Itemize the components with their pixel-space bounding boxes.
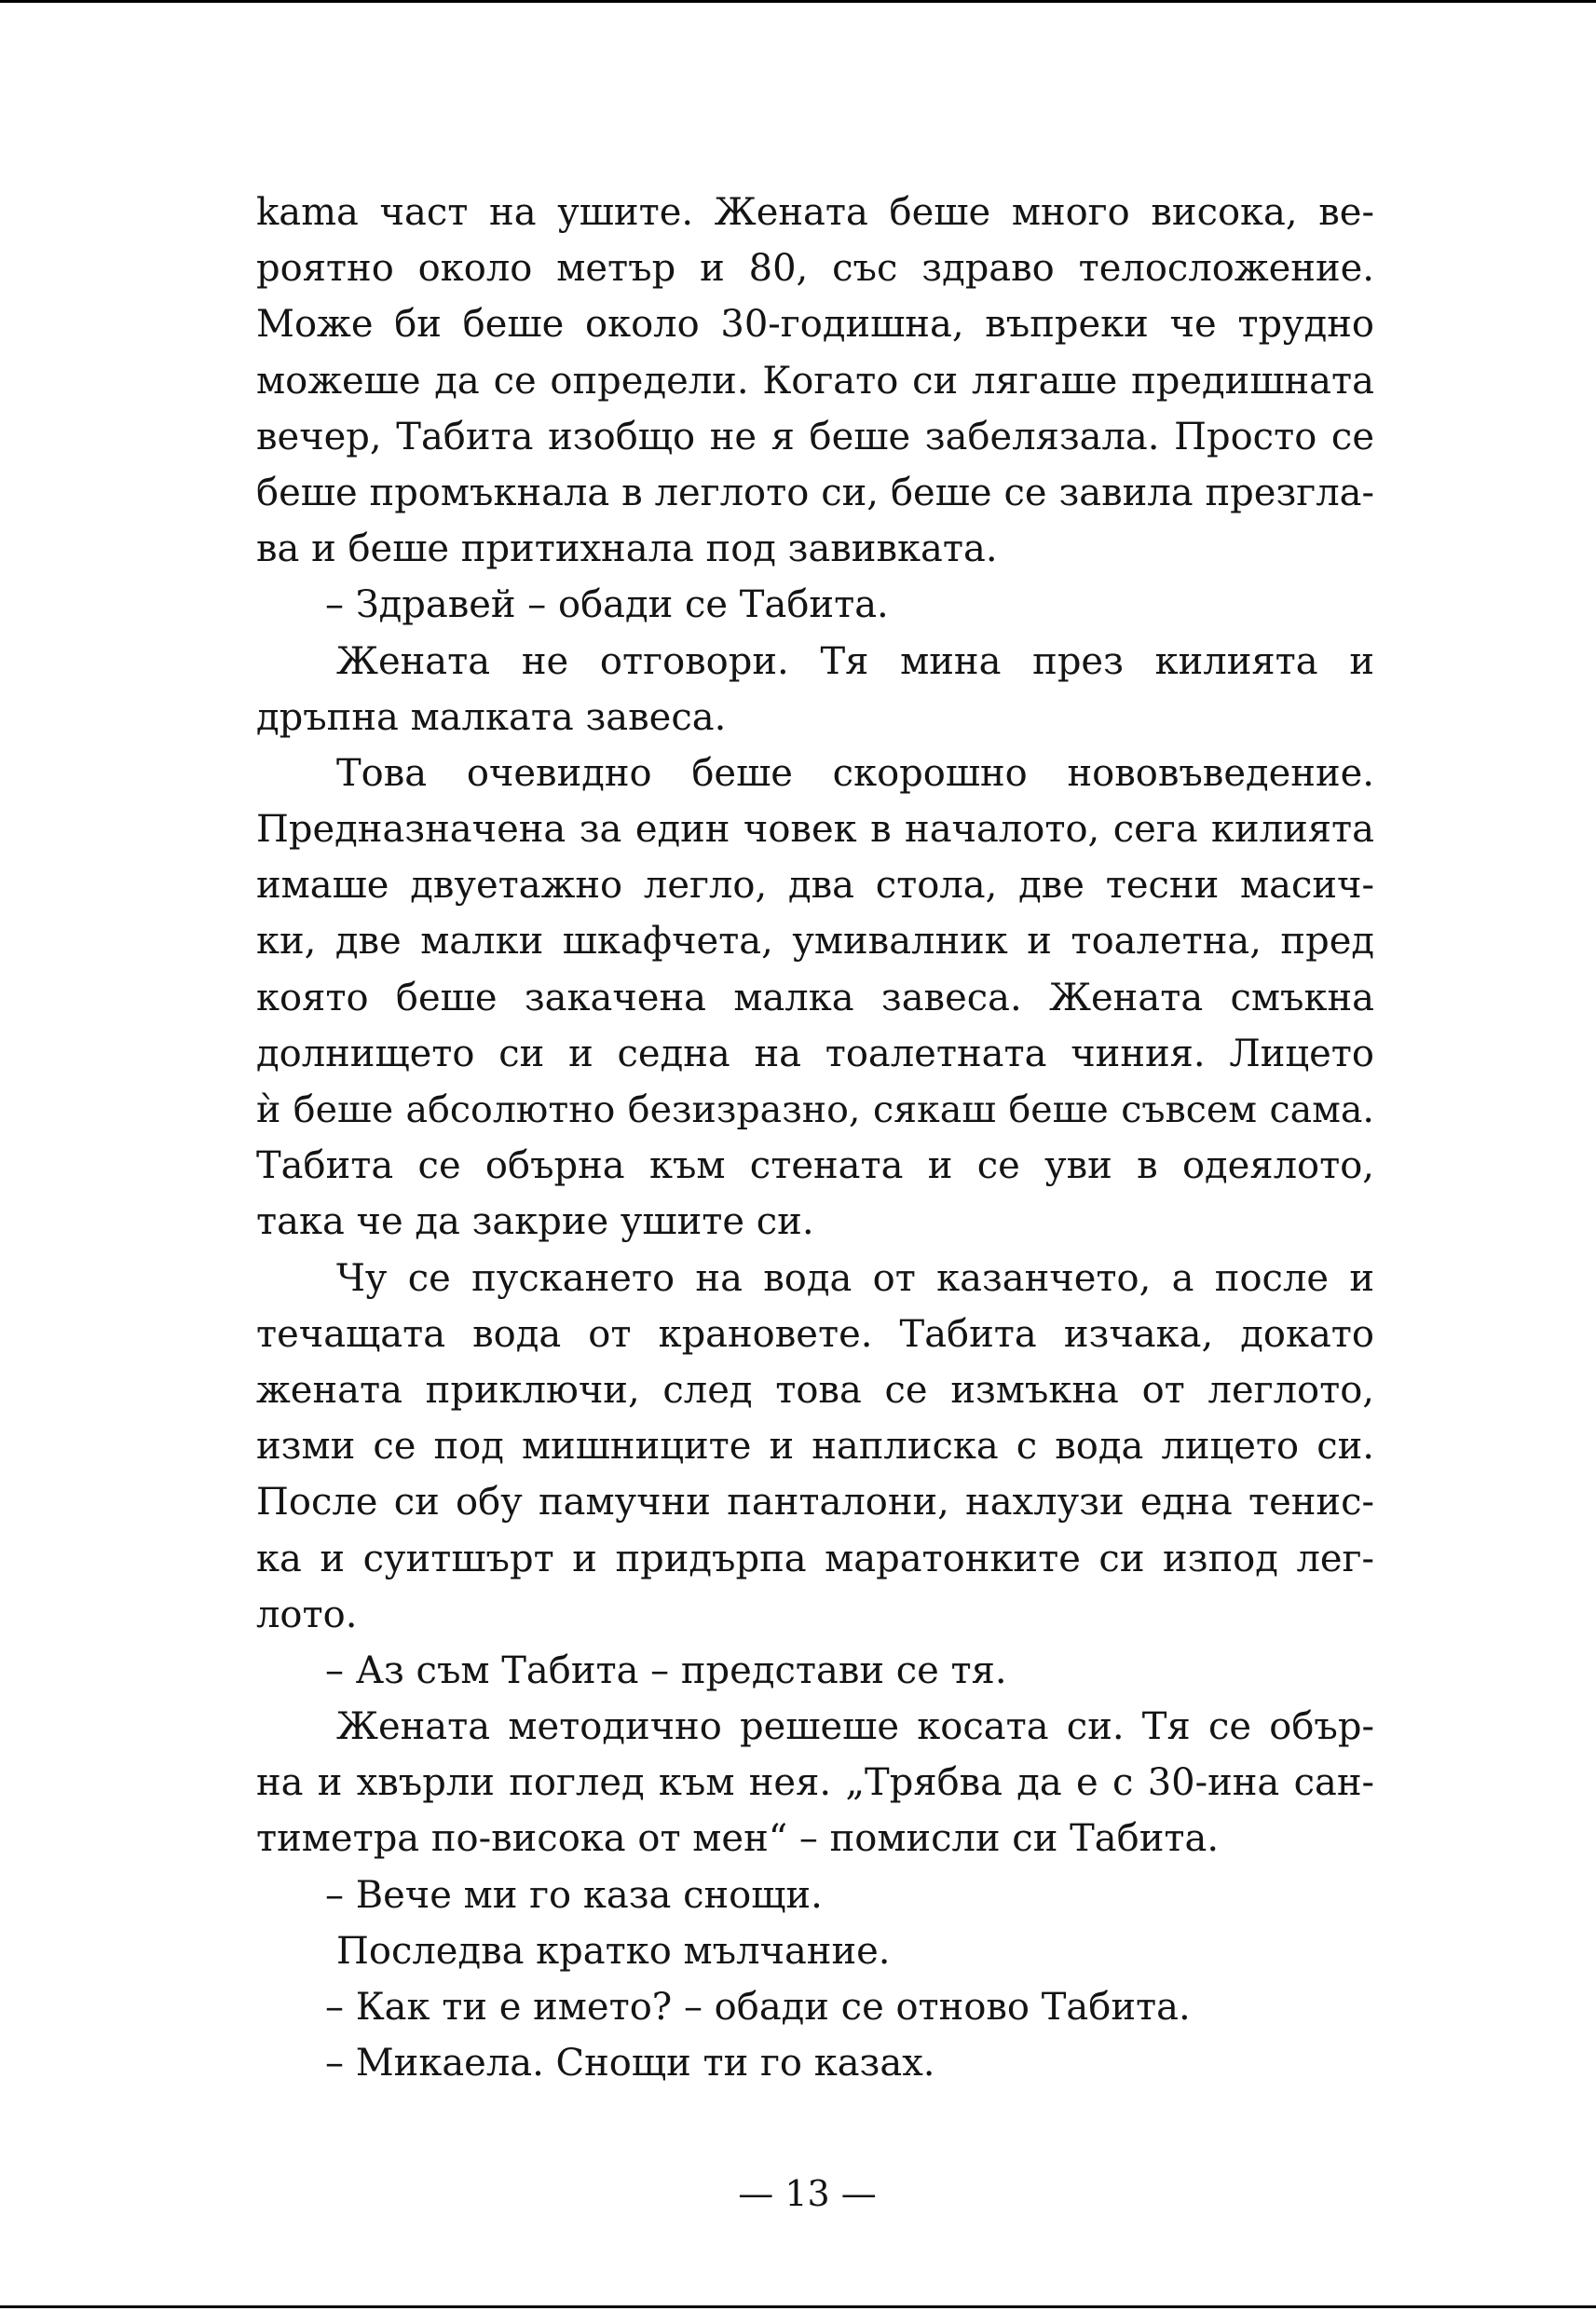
text-line: – Аз съм Табита – представи се тя. — [325, 1648, 1007, 1692]
text-line: жената приключи, след това се измъкна от леглото, — [256, 1368, 1374, 1412]
text-line: После си обу памучни панталони, нахлузи една тенис- — [256, 1481, 1374, 1525]
text-line: ка и суитшърт и придърпа маратонките си изпод лег- — [256, 1537, 1374, 1580]
text-line: ѝ беше абсолютно безизразно, сякаш беше съвсем сама. — [256, 1088, 1374, 1131]
text-line: роятно около метър и 80, със здраво телосложение. — [256, 247, 1374, 291]
text-line: беше промъкнала в леглото си, беше се завила презгла- — [256, 471, 1374, 514]
text-line: можеше да се определи. Когато си лягаше предишната — [256, 359, 1374, 403]
book-page-body — [256, 185, 1374, 2091]
text-line: Може би беше около 30-годишна, въпреки че трудно — [256, 303, 1374, 347]
text-line: ва и беше притихнала под завивката. — [256, 527, 998, 571]
text-line: – Микаела. Снощи ти го казах. — [325, 2042, 935, 2085]
text-line: вечер, Табита изобщо не я беше забелязала. Просто се — [256, 415, 1374, 458]
text-line: – Здравей – обади се Табита. — [325, 583, 889, 627]
text-line: – Вече ми го каза снощи. — [325, 1873, 823, 1917]
text-line: Жената методично решеше косата си. Тя се обър- — [336, 1705, 1374, 1749]
text-line: долнището си и седна на тоалетната чиния. Лицето — [256, 1032, 1374, 1075]
text-line: Жената не отговори. Тя мина през килията и — [336, 639, 1374, 683]
text-line: изми се под мишниците и наплиска с вода лицето си. — [256, 1425, 1374, 1469]
text-line: Предназначена за един човек в началото, сега килията — [256, 808, 1374, 852]
bottom-border-line — [0, 2305, 1596, 2308]
page-number: — 13 — — [738, 2173, 877, 2214]
text-line: Чу се пускането на вода от казанчето, а после и — [336, 1256, 1374, 1300]
text-line: Последва кратко мълчание. — [336, 1929, 891, 1973]
text-line: Това очевидно беше скорошно нововъведение. — [336, 751, 1374, 795]
text-line: тиметра по-висока от мен“ – помисли си Табита. — [256, 1817, 1220, 1861]
text-line: на и хвърли поглед към нея. „Трябва да е с 30-ина сан- — [256, 1761, 1374, 1805]
text-line: лото. — [256, 1593, 358, 1636]
text-line: – Как ти е името? – обади се отново Табита. — [325, 1986, 1191, 2029]
text-line: която беше закачена малка завеса. Жената смъкна — [256, 976, 1374, 1019]
top-border-line — [0, 0, 1596, 3]
text-line: Табита се обърна към стената и се уви в одеялото, — [256, 1144, 1374, 1188]
text-line: имаше двуетажно легло, два стола, две тесни масич- — [256, 864, 1374, 908]
text-line: дръпна малката завеса. — [256, 695, 727, 739]
text-line: течащата вода от крановете. Табита изчака, докато — [256, 1312, 1374, 1356]
text-line: ки, две малки шкафчета, умивалник и тоалетна, пред — [256, 920, 1374, 964]
text-line: така че да закрие ушите си. — [256, 1200, 814, 1244]
text-line: kama част на ушите. Жената беше много висока, ве- — [256, 191, 1374, 234]
